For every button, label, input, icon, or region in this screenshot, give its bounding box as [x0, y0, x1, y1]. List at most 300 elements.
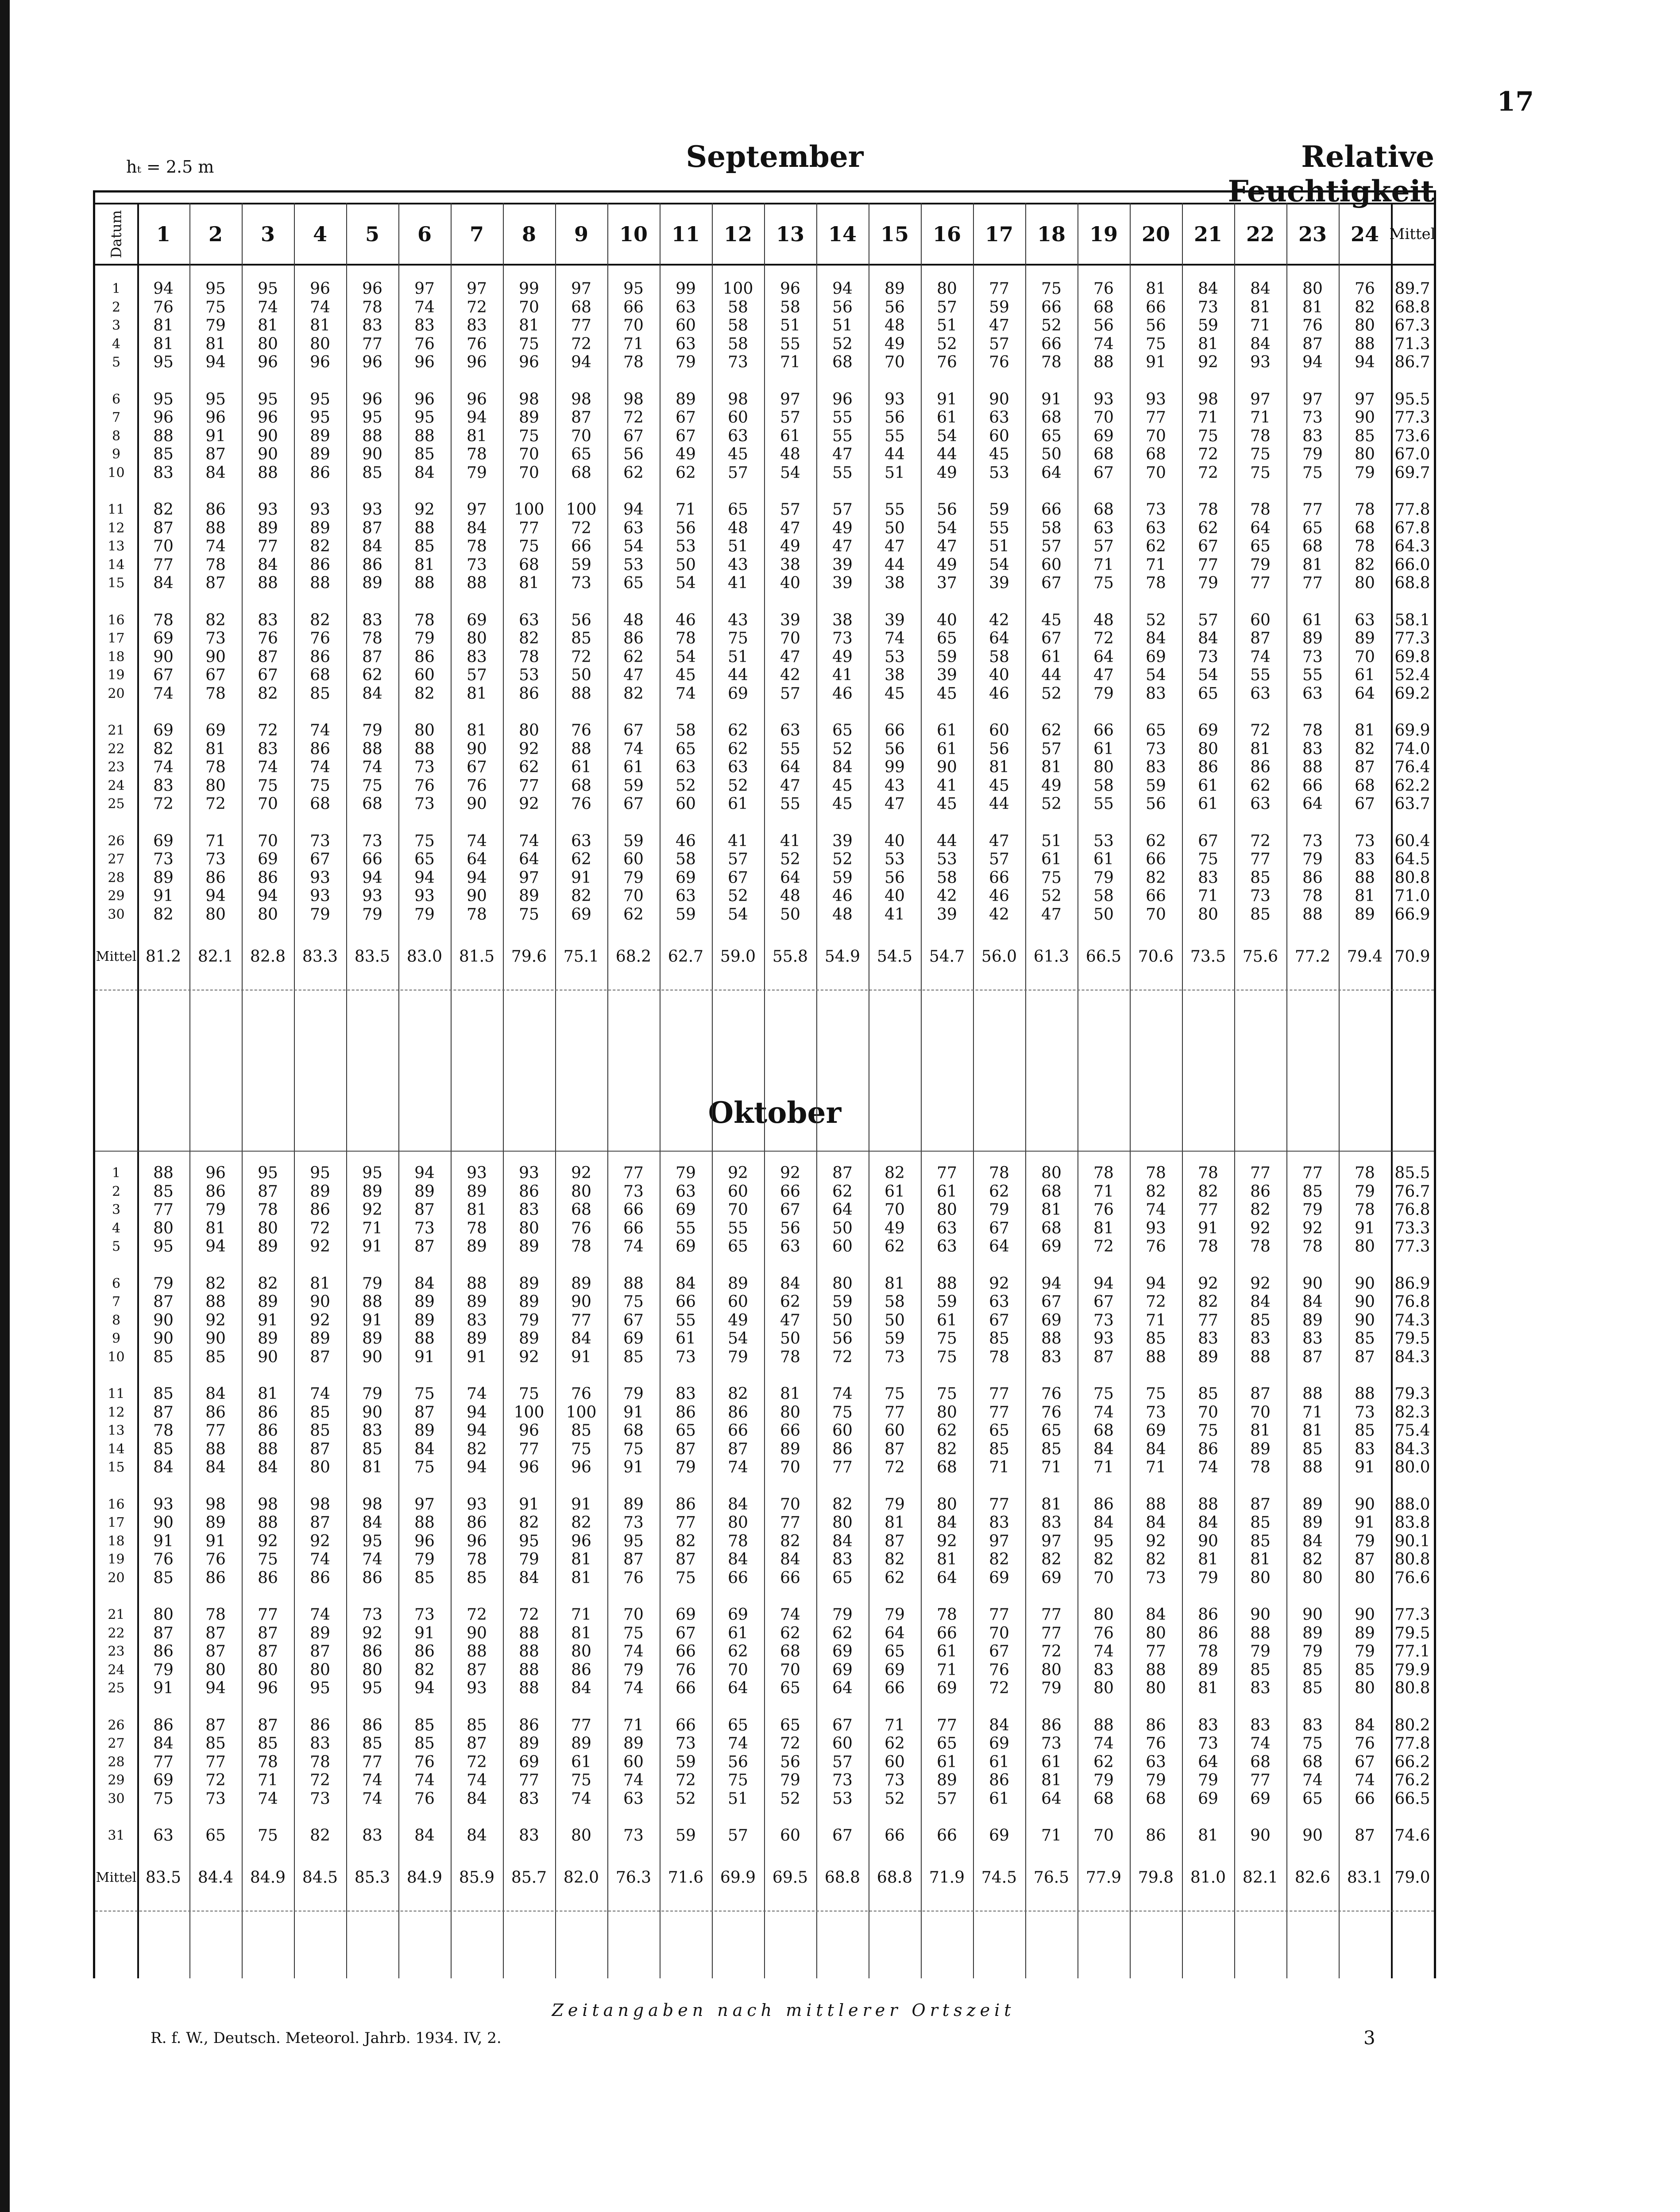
humidity-value: 75: [571, 1440, 591, 1458]
humidity-value: 68: [1250, 1753, 1271, 1771]
humidity-value: 96: [519, 1458, 539, 1476]
humidity-value: 74: [623, 740, 644, 758]
humidity-value: 49: [780, 537, 800, 555]
humidity-value: 74: [1146, 1201, 1166, 1219]
humidity-value: 97: [1355, 390, 1375, 408]
humidity-value: 85: [1146, 1330, 1166, 1348]
humidity-value: 81: [310, 316, 330, 335]
humidity-value: 53: [623, 555, 644, 574]
humidity-value: 78: [519, 647, 539, 666]
humidity-value: 89: [676, 390, 696, 408]
humidity-value: 88: [1041, 1330, 1062, 1348]
humidity-value: 88: [362, 427, 382, 445]
humidity-value: 91: [519, 1495, 539, 1514]
humidity-value: 85: [1250, 1311, 1271, 1330]
humidity-value: 81: [1146, 280, 1166, 298]
humidity-value: 73: [1302, 832, 1323, 850]
humidity-value: 95: [623, 280, 644, 298]
humidity-value: 68: [937, 1458, 957, 1476]
mittel-label: Mittel: [96, 1870, 137, 1885]
humidity-value: 64: [780, 758, 800, 776]
humidity-value: 80: [1146, 1679, 1166, 1697]
humidity-value: 77: [989, 1495, 1009, 1514]
humidity-value: 69: [989, 1827, 1009, 1845]
humidity-value: 72: [571, 519, 591, 537]
humidity-value: 67: [258, 666, 278, 684]
row-mean: 68.8: [1394, 298, 1430, 316]
humidity-value: 69: [1041, 1311, 1062, 1330]
hour-mean: 68.8: [877, 1869, 913, 1887]
humidity-value: 85: [989, 1440, 1009, 1458]
hour-mean: 79.6: [511, 947, 547, 966]
humidity-value: 80: [571, 1642, 591, 1661]
humidity-value: 85: [362, 1734, 382, 1753]
humidity-value: 86: [362, 1642, 382, 1661]
humidity-value: 82: [676, 1532, 696, 1550]
humidity-value: 80: [937, 280, 957, 298]
humidity-value: 72: [571, 335, 591, 353]
humidity-value: 87: [676, 1550, 696, 1568]
humidity-value: 79: [362, 1274, 382, 1293]
humidity-value: 64: [989, 1237, 1009, 1256]
humidity-value: 92: [205, 1311, 226, 1330]
header-hour: 20: [1141, 222, 1170, 246]
row-mean: 52.4: [1394, 666, 1430, 684]
humidity-value: 74: [623, 1771, 644, 1789]
humidity-value: 87: [1355, 1348, 1375, 1366]
humidity-value: 65: [780, 1679, 800, 1697]
humidity-value: 81: [1250, 740, 1271, 758]
humidity-value: 58: [937, 868, 957, 887]
humidity-value: 50: [780, 1330, 800, 1348]
humidity-value: 77: [623, 1164, 644, 1182]
humidity-value: 65: [780, 1716, 800, 1734]
humidity-value: 73: [1302, 408, 1323, 427]
humidity-value: 84: [205, 463, 226, 482]
humidity-value: 75: [1302, 1734, 1323, 1753]
humidity-value: 55: [989, 519, 1009, 537]
humidity-value: 45: [989, 445, 1009, 463]
humidity-value: 90: [1302, 1606, 1323, 1624]
row-mean: 63.7: [1394, 795, 1430, 813]
humidity-value: 50: [884, 519, 905, 537]
humidity-value: 66: [571, 537, 591, 555]
humidity-value: 51: [728, 537, 748, 555]
day-label: 21: [108, 1607, 125, 1622]
humidity-value: 76: [1302, 316, 1323, 335]
humidity-value: 74: [467, 832, 487, 850]
humidity-value: 90: [467, 887, 487, 905]
humidity-value: 86: [153, 1716, 174, 1734]
humidity-value: 63: [623, 1789, 644, 1808]
humidity-value: 77: [153, 1201, 174, 1219]
humidity-value: 81: [153, 316, 174, 335]
humidity-value: 75: [362, 776, 382, 795]
humidity-value: 89: [519, 1330, 539, 1348]
humidity-value: 85: [153, 1182, 174, 1201]
humidity-value: 82: [571, 1514, 591, 1532]
humidity-value: 80: [310, 1458, 330, 1476]
humidity-value: 70: [989, 1624, 1009, 1642]
humidity-value: 63: [676, 335, 696, 353]
humidity-value: 53: [884, 850, 905, 868]
humidity-value: 49: [937, 463, 957, 482]
day-label: 5: [112, 1239, 121, 1254]
humidity-value: 95: [153, 353, 174, 371]
humidity-value: 59: [937, 647, 957, 666]
humidity-value: 84: [571, 1679, 591, 1697]
humidity-value: 67: [832, 1827, 853, 1845]
humidity-value: 52: [1041, 795, 1062, 813]
humidity-value: 84: [1146, 629, 1166, 647]
header-hour: 19: [1089, 222, 1118, 246]
humidity-value: 65: [937, 629, 957, 647]
humidity-value: 73: [623, 1514, 644, 1532]
humidity-value: 79: [1302, 1642, 1323, 1661]
row-mean: 68.8: [1394, 574, 1430, 592]
humidity-value: 77: [989, 280, 1009, 298]
humidity-value: 52: [780, 850, 800, 868]
humidity-value: 91: [362, 1237, 382, 1256]
humidity-value: 90: [467, 795, 487, 813]
humidity-value: 89: [937, 1771, 957, 1789]
humidity-value: 99: [884, 758, 905, 776]
humidity-value: 70: [884, 353, 905, 371]
humidity-value: 66: [1146, 850, 1166, 868]
humidity-value: 80: [1093, 1679, 1114, 1697]
humidity-value: 85: [571, 1422, 591, 1440]
humidity-value: 77: [205, 1422, 226, 1440]
humidity-value: 94: [205, 887, 226, 905]
humidity-value: 50: [832, 1219, 853, 1237]
humidity-value: 47: [780, 1311, 800, 1330]
humidity-value: 42: [989, 611, 1009, 629]
humidity-value: 54: [989, 555, 1009, 574]
humidity-value: 58: [884, 1293, 905, 1311]
humidity-value: 72: [676, 1771, 696, 1789]
humidity-value: 75: [519, 1385, 539, 1403]
hour-mean: 84.9: [406, 1869, 443, 1887]
humidity-value: 46: [676, 611, 696, 629]
humidity-value: 85: [1355, 1422, 1375, 1440]
humidity-value: 94: [832, 280, 853, 298]
humidity-value: 57: [989, 335, 1009, 353]
humidity-value: 84: [832, 758, 853, 776]
humidity-value: 51: [989, 537, 1009, 555]
humidity-value: 62: [884, 1237, 905, 1256]
humidity-value: 77: [519, 1771, 539, 1789]
humidity-value: 66: [623, 1219, 644, 1237]
mittel-label: Mittel: [96, 948, 137, 964]
humidity-value: 79: [676, 353, 696, 371]
humidity-value: 90: [153, 1311, 174, 1330]
humidity-value: 72: [1198, 463, 1218, 482]
humidity-value: 64: [832, 1201, 853, 1219]
humidity-value: 71: [1302, 1403, 1323, 1422]
row-mean: 86.9: [1394, 1274, 1430, 1293]
row-mean: 67.8: [1394, 519, 1430, 537]
humidity-value: 97: [1302, 390, 1323, 408]
humidity-value: 84: [467, 1789, 487, 1808]
humidity-value: 65: [676, 1422, 696, 1440]
humidity-value: 78: [989, 1164, 1009, 1182]
humidity-value: 84: [1198, 1514, 1218, 1532]
humidity-value: 88: [258, 1440, 278, 1458]
humidity-value: 61: [989, 1789, 1009, 1808]
humidity-value: 52: [832, 335, 853, 353]
humidity-value: 96: [780, 280, 800, 298]
humidity-value: 68: [1146, 445, 1166, 463]
humidity-value: 90: [1250, 1606, 1271, 1624]
humidity-value: 61: [1355, 666, 1375, 684]
humidity-value: 85: [258, 1734, 278, 1753]
humidity-value: 76: [676, 1661, 696, 1679]
humidity-value: 76: [153, 1550, 174, 1568]
humidity-value: 53: [884, 647, 905, 666]
humidity-value: 97: [414, 280, 435, 298]
humidity-value: 70: [780, 1661, 800, 1679]
humidity-value: 59: [832, 1293, 853, 1311]
humidity-value: 72: [1198, 445, 1218, 463]
humidity-value: 90: [1302, 1274, 1323, 1293]
humidity-value: 94: [258, 887, 278, 905]
humidity-value: 75: [258, 1827, 278, 1845]
humidity-value: 88: [1146, 1348, 1166, 1366]
humidity-value: 52: [832, 740, 853, 758]
humidity-value: 79: [362, 1385, 382, 1403]
humidity-value: 65: [623, 574, 644, 592]
humidity-value: 60: [728, 1293, 748, 1311]
humidity-value: 85: [1250, 905, 1271, 924]
humidity-value: 73: [205, 1789, 226, 1808]
humidity-value: 82: [1198, 1293, 1218, 1311]
humidity-value: 57: [780, 501, 800, 519]
humidity-value: 87: [884, 1440, 905, 1458]
humidity-value: 44: [937, 832, 957, 850]
humidity-value: 57: [1093, 537, 1114, 555]
day-label: 12: [108, 520, 125, 536]
humidity-value: 66: [362, 850, 382, 868]
humidity-value: 89: [780, 1440, 800, 1458]
humidity-value: 57: [832, 501, 853, 519]
humidity-value: 82: [153, 740, 174, 758]
humidity-value: 65: [1198, 684, 1218, 703]
humidity-value: 98: [571, 390, 591, 408]
humidity-value: 70: [519, 445, 539, 463]
humidity-value: 39: [937, 905, 957, 924]
humidity-value: 83: [467, 1311, 487, 1330]
humidity-value: 72: [310, 1771, 330, 1789]
humidity-value: 72: [310, 1219, 330, 1237]
day-label: 14: [108, 557, 125, 573]
humidity-value: 66: [676, 1293, 696, 1311]
humidity-value: 88: [205, 1293, 226, 1311]
humidity-value: 88: [310, 574, 330, 592]
humidity-value: 92: [1250, 1274, 1271, 1293]
day-label: 11: [108, 502, 125, 517]
hour-mean: 76.5: [1033, 1869, 1070, 1887]
humidity-value: 67: [1041, 574, 1062, 592]
row-mean: 66.0: [1394, 555, 1430, 574]
humidity-value: 81: [1041, 1771, 1062, 1789]
humidity-value: 91: [571, 868, 591, 887]
humidity-value: 73: [205, 850, 226, 868]
humidity-value: 89: [1355, 629, 1375, 647]
humidity-value: 87: [310, 1514, 330, 1532]
row-mean: 77.3: [1394, 1237, 1430, 1256]
humidity-value: 84: [1146, 1606, 1166, 1624]
header-hour: 6: [417, 222, 432, 246]
humidity-value: 84: [1355, 1716, 1375, 1734]
humidity-value: 63: [519, 611, 539, 629]
humidity-value: 77: [1250, 850, 1271, 868]
humidity-value: 84: [153, 574, 174, 592]
humidity-value: 76: [571, 1219, 591, 1237]
humidity-value: 87: [205, 445, 226, 463]
humidity-value: 69: [1041, 1237, 1062, 1256]
humidity-value: 51: [832, 316, 853, 335]
humidity-value: 71: [780, 353, 800, 371]
humidity-value: 73: [623, 1827, 644, 1845]
humidity-value: 79: [1093, 684, 1114, 703]
monthly-mean: 70.9: [1394, 947, 1430, 966]
humidity-value: 88: [1198, 1495, 1218, 1514]
humidity-value: 83: [362, 1827, 382, 1845]
humidity-value: 92: [780, 1164, 800, 1182]
humidity-value: 81: [571, 1550, 591, 1568]
humidity-value: 84: [362, 1514, 382, 1532]
humidity-value: 85: [414, 445, 435, 463]
humidity-value: 74: [362, 758, 382, 776]
humidity-value: 62: [989, 1182, 1009, 1201]
report-title: Relative Feuchtigkeit: [1228, 139, 1434, 208]
humidity-value: 61: [937, 1642, 957, 1661]
row-mean: 79.9: [1394, 1661, 1430, 1679]
row-mean: 84.3: [1394, 1440, 1430, 1458]
humidity-value: 83: [153, 463, 174, 482]
humidity-value: 63: [1093, 519, 1114, 537]
humidity-value: 86: [310, 1568, 330, 1587]
humidity-value: 72: [467, 1753, 487, 1771]
humidity-value: 68: [571, 1201, 591, 1219]
row-mean: 58.1: [1394, 611, 1430, 629]
humidity-value: 83: [1146, 758, 1166, 776]
humidity-value: 58: [989, 647, 1009, 666]
humidity-value: 83: [467, 316, 487, 335]
humidity-value: 89: [467, 1330, 487, 1348]
humidity-value: 88: [519, 1642, 539, 1661]
humidity-value: 62: [1198, 519, 1218, 537]
day-label: 27: [108, 852, 125, 867]
hour-mean: 70.6: [1138, 947, 1174, 966]
hour-mean: 81.2: [145, 947, 182, 966]
day-label: 27: [108, 1736, 125, 1751]
humidity-value: 78: [1355, 537, 1375, 555]
humidity-value: 80: [414, 721, 435, 740]
humidity-value: 78: [153, 1422, 174, 1440]
hour-mean: 79.8: [1138, 1869, 1174, 1887]
humidity-value: 91: [571, 1348, 591, 1366]
row-mean: 77.3: [1394, 1606, 1430, 1624]
humidity-value: 73: [414, 1219, 435, 1237]
humidity-value: 93: [1093, 1330, 1114, 1348]
humidity-value: 78: [1250, 427, 1271, 445]
humidity-value: 82: [1146, 1182, 1166, 1201]
humidity-value: 90: [362, 1403, 382, 1422]
humidity-value: 75: [1198, 850, 1218, 868]
humidity-value: 88: [1302, 758, 1323, 776]
humidity-value: 62: [623, 647, 644, 666]
humidity-value: 69: [623, 1330, 644, 1348]
humidity-value: 77: [258, 1606, 278, 1624]
humidity-value: 91: [1041, 390, 1062, 408]
humidity-value: 61: [676, 1330, 696, 1348]
humidity-value: 65: [832, 1568, 853, 1587]
row-mean: 79.5: [1394, 1330, 1430, 1348]
humidity-value: 56: [1146, 316, 1166, 335]
humidity-value: 74: [153, 684, 174, 703]
humidity-value: 89: [414, 1311, 435, 1330]
humidity-value: 94: [467, 1458, 487, 1476]
humidity-value: 75: [258, 776, 278, 795]
humidity-value: 66: [780, 1422, 800, 1440]
humidity-value: 87: [1093, 1348, 1114, 1366]
humidity-value: 61: [728, 795, 748, 813]
humidity-value: 80: [1355, 1679, 1375, 1697]
humidity-value: 77: [1250, 1771, 1271, 1789]
humidity-value: 90: [1355, 1293, 1375, 1311]
humidity-value: 95: [258, 390, 278, 408]
humidity-value: 79: [676, 1458, 696, 1476]
day-label: 7: [112, 1294, 121, 1310]
humidity-value: 83: [1041, 1348, 1062, 1366]
humidity-value: 72: [1093, 629, 1114, 647]
humidity-value: 81: [1093, 1219, 1114, 1237]
humidity-value: 52: [780, 1789, 800, 1808]
humidity-value: 80: [1093, 758, 1114, 776]
humidity-value: 75: [1093, 574, 1114, 592]
day-label: 16: [108, 1496, 125, 1512]
humidity-value: 93: [310, 868, 330, 887]
humidity-value: 49: [728, 1311, 748, 1330]
humidity-value: 84: [1250, 1293, 1271, 1311]
humidity-value: 91: [467, 1348, 487, 1366]
humidity-value: 86: [310, 463, 330, 482]
humidity-value: 96: [467, 390, 487, 408]
humidity-value: 76: [1146, 1734, 1166, 1753]
humidity-value: 75: [310, 776, 330, 795]
humidity-value: 56: [832, 1330, 853, 1348]
humidity-value: 76: [937, 353, 957, 371]
humidity-value: 47: [623, 666, 644, 684]
humidity-value: 81: [467, 684, 487, 703]
humidity-value: 87: [1302, 1348, 1323, 1366]
humidity-value: 69: [676, 1201, 696, 1219]
humidity-value: 78: [989, 1348, 1009, 1366]
hour-mean: 82.1: [1242, 1869, 1278, 1887]
humidity-value: 90: [1355, 408, 1375, 427]
humidity-value: 94: [1355, 353, 1375, 371]
humidity-value: 60: [780, 1827, 800, 1845]
humidity-value: 77: [937, 1716, 957, 1734]
humidity-value: 82: [1146, 1550, 1166, 1568]
day-label: 2: [112, 1183, 121, 1199]
humidity-value: 45: [832, 795, 853, 813]
humidity-value: 69: [937, 1679, 957, 1697]
humidity-value: 73: [414, 758, 435, 776]
humidity-value: 74: [623, 1642, 644, 1661]
humidity-value: 90: [205, 1330, 226, 1348]
